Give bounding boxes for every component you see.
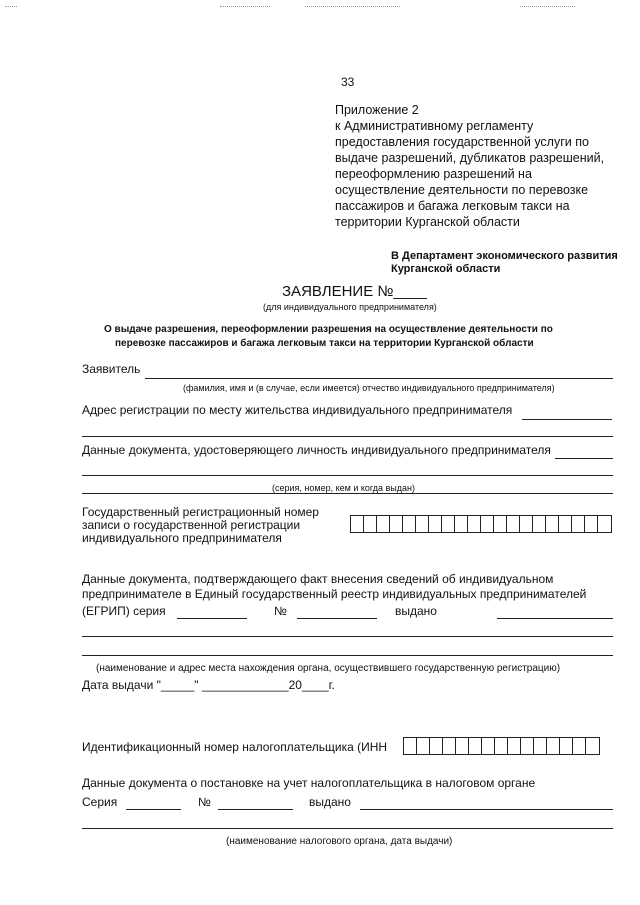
scan-artifact <box>305 6 400 7</box>
id-doc-note: (серия, номер, кем и когда выдан) <box>272 483 415 493</box>
address-field[interactable] <box>522 419 612 420</box>
reg-number-cells[interactable] <box>350 515 612 533</box>
egrip-label: предпринимателе в Единый государственный реестр индивидуальных предпринимателей <box>82 587 587 601</box>
issue-date[interactable]: Дата выдачи "_____" _____________20____г. <box>82 678 335 692</box>
document-title: ЗАЯВЛЕНИЕ №____ <box>282 283 427 300</box>
egrip-issued-field[interactable] <box>497 618 613 619</box>
scan-artifact <box>5 6 17 7</box>
egrip-note: (наименование и адрес места нахождения органа, осуществившего государственную регистрацию) <box>96 663 561 674</box>
tax-number-field[interactable] <box>218 809 293 810</box>
reg-number-label: индивидуального предпринимателя <box>82 531 282 545</box>
egrip-series-label: (ЕГРИП) серия <box>82 604 166 618</box>
id-doc-field[interactable] <box>555 458 613 459</box>
addressee-line: Курганской области <box>391 263 501 275</box>
egrip-issued-label: выдано <box>395 604 437 618</box>
id-doc-field-3[interactable] <box>82 493 613 494</box>
address-field-2[interactable] <box>82 436 613 437</box>
appendix-block <box>335 102 604 230</box>
scan-artifact <box>220 6 270 7</box>
tax-number-label: № <box>198 795 211 809</box>
page-number: 33 <box>341 75 355 89</box>
appendix-line: пассажиров и багажа легковым такси на <box>335 199 570 213</box>
applicant-note: (фамилия, имя и (в случае, если имеется) отчество индивидуального предпринимателя) <box>183 383 555 393</box>
inn-cells[interactable] <box>403 737 600 755</box>
appendix-line: переоформлению разрешений на <box>335 167 532 181</box>
subject-line: перевозке пассажиров и багажа легковым такси на территории Курганской области <box>115 338 534 349</box>
appendix-line: осуществление деятельности по перевозке <box>335 183 589 197</box>
tax-issued-label: выдано <box>309 795 351 809</box>
tax-series-label: Серия <box>82 795 118 809</box>
address-label: Адрес регистрации по месту жительства индивидуального предпринимателя <box>82 403 513 417</box>
appendix-line: выдаче разрешений, дубликатов разрешений, <box>335 151 605 165</box>
appendix-line: территории Курганской области <box>335 215 520 229</box>
appendix-line: к Административному регламенту <box>335 119 534 133</box>
egrip-number-label: № <box>274 604 287 618</box>
inn-label: Идентификационный номер налогоплательщика (ИНН <box>82 740 388 754</box>
tax-issued-field[interactable] <box>360 809 613 810</box>
egrip-issued-field-2[interactable] <box>82 636 613 637</box>
egrip-series-field[interactable] <box>177 618 247 619</box>
appendix-line: предоставления государственной услуги по <box>335 135 589 149</box>
reg-number-label: записи о государственной регистрации <box>82 518 301 532</box>
tax-series-field[interactable] <box>126 809 181 810</box>
egrip-number-field[interactable] <box>297 618 377 619</box>
applicant-field[interactable] <box>145 378 613 379</box>
tax-issued-field-2[interactable] <box>82 828 613 829</box>
tax-doc-label: Данные документа о постановке на учет налогоплательщика в налоговом органе <box>82 776 536 790</box>
scan-artifact <box>520 6 575 7</box>
addressee-line: В Департамент экономического развития <box>391 250 618 262</box>
subject-line: О выдаче разрешения, переоформлении разрешения на осуществление деятельности по <box>104 324 553 335</box>
applicant-label: Заявитель <box>82 362 141 376</box>
title-note: (для индивидуального предпринимателя) <box>263 302 437 312</box>
id-doc-label: Данные документа, удостоверяющего личность индивидуального предпринимателя <box>82 443 551 457</box>
tax-note: (наименование налогового органа, дата выдачи) <box>226 836 453 847</box>
egrip-issued-field-3[interactable] <box>82 655 613 656</box>
id-doc-field-2[interactable] <box>82 475 613 476</box>
appendix-line: Приложение 2 <box>335 103 419 117</box>
egrip-label: Данные документа, подтверждающего факт внесения сведений об индивидуальном <box>82 572 554 586</box>
reg-number-label: Государственный регистрационный номер <box>82 505 319 519</box>
